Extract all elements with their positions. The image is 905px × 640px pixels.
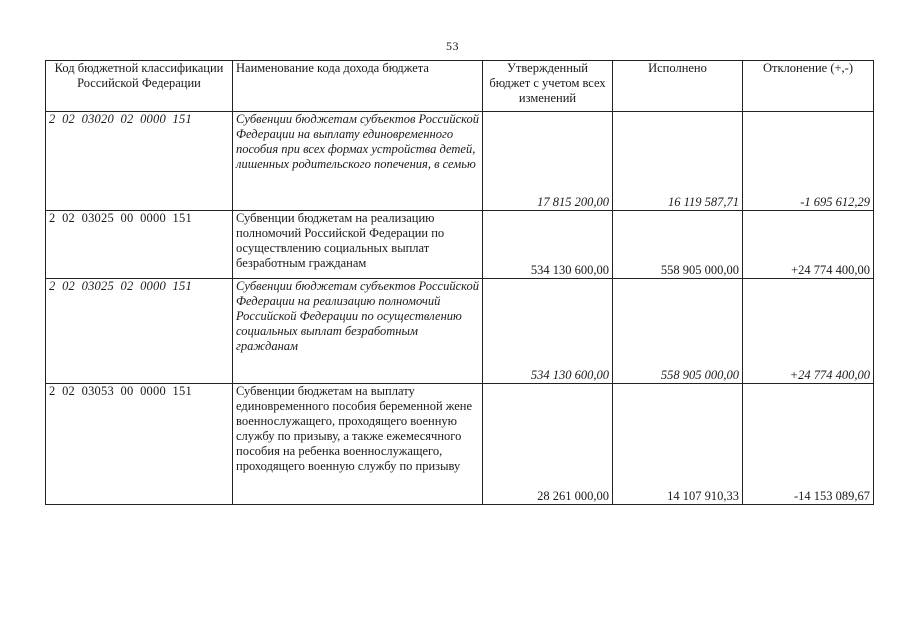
row-code: 2 02 03053 00 0000 151 — [46, 384, 233, 505]
row-approved: 534 130 600,00 — [483, 211, 613, 279]
header-code: Код бюджетной классификации Российской Федерации — [46, 61, 233, 112]
row-approved: 534 130 600,00 — [483, 279, 613, 384]
header-deviation: Отклонение (+,-) — [743, 61, 874, 112]
row-name: Субвенции бюджетам субъектов Российской Федерации на выплату единовременного пособия при всех формах устройства детей, лишенных родительского попечения, в семью — [233, 112, 483, 211]
row-executed: 558 905 000,00 — [613, 211, 743, 279]
header-executed: Исполнено — [613, 61, 743, 112]
row-executed: 14 107 910,33 — [613, 384, 743, 505]
row-code: 2 02 03025 02 0000 151 — [46, 279, 233, 384]
budget-revenue-table — [45, 60, 874, 505]
row-name: Субвенции бюджетам субъектов Российской Федерации на реализацию полномочий Российской Федерации по осуществлению социальных выплат безработным гражданам — [233, 279, 483, 384]
row-code: 2 02 03020 02 0000 151 — [46, 112, 233, 211]
row-deviation: +24 774 400,00 — [743, 211, 874, 279]
row-approved: 17 815 200,00 — [483, 112, 613, 211]
row-executed: 16 119 587,71 — [613, 112, 743, 211]
table-row — [46, 211, 874, 279]
row-name: Субвенции бюджетам на выплату единовременного пособия беременной жене военнослужащего, проходящего военную службу по призыву, а также ежемесячного пособия на ребенка военнослужащего, проходящего военную службу по призыву — [233, 384, 483, 505]
row-executed: 558 905 000,00 — [613, 279, 743, 384]
row-code: 2 02 03025 00 0000 151 — [46, 211, 233, 279]
row-name: Субвенции бюджетам на реализацию полномочий Российской Федерации по осуществлению социальных выплат безработным гражданам — [233, 211, 483, 279]
table-header-row — [46, 61, 874, 112]
header-approved: Утвержденный бюджет с учетом всех изменений — [483, 61, 613, 112]
table-row — [46, 384, 874, 505]
table-row — [46, 112, 874, 211]
page-number: 53 — [446, 39, 459, 53]
table-row — [46, 279, 874, 384]
row-approved: 28 261 000,00 — [483, 384, 613, 505]
row-deviation: -1 695 612,29 — [743, 112, 874, 211]
row-deviation: -14 153 089,67 — [743, 384, 874, 505]
row-deviation: +24 774 400,00 — [743, 279, 874, 384]
header-name: Наименование кода дохода бюджета — [233, 61, 483, 112]
